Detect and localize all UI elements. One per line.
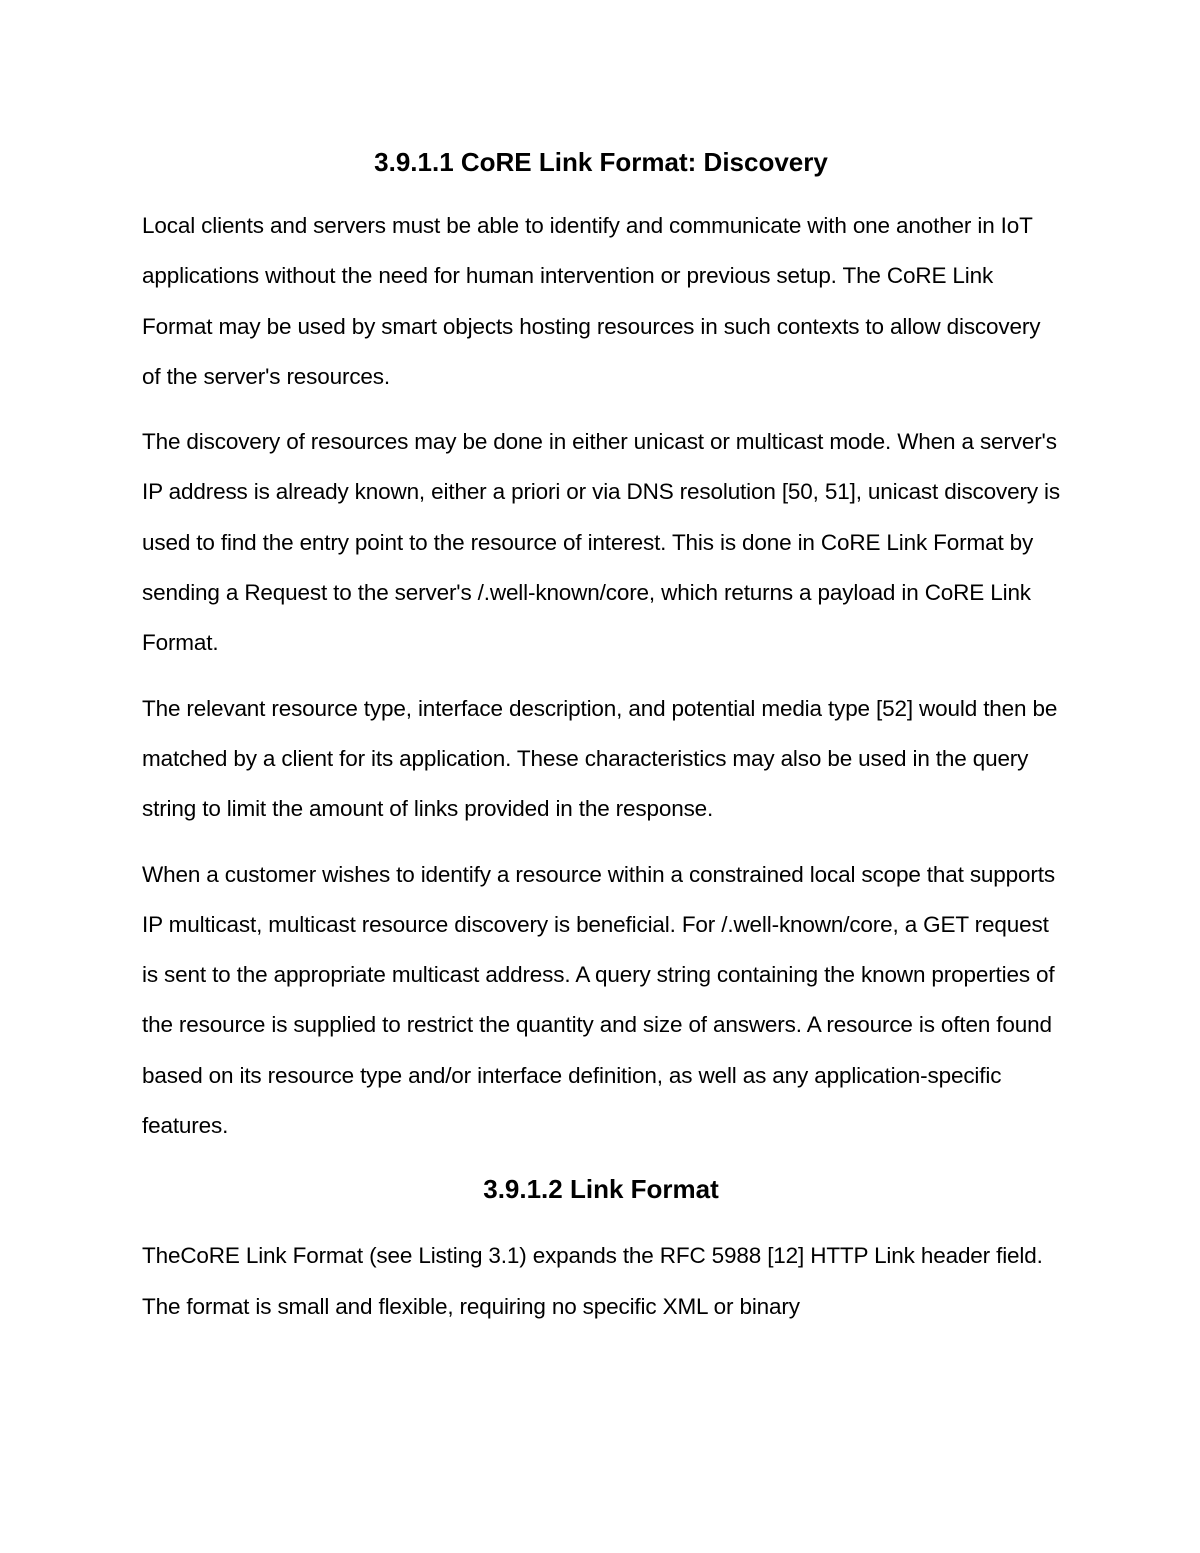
section-heading-link-format: 3.9.1.2 Link Format bbox=[483, 1174, 719, 1205]
paragraph-link-format: TheCoRE Link Format (see Listing 3.1) expands the RFC 5988 [12] HTTP Link header field. The format is small and flexible, requiring no specific XML or binary bbox=[142, 1243, 1043, 1319]
paragraph-unicast-multicast: The discovery of resources may be done in either unicast or multicast mode. When a server's IP address is already known, either a priori or via DNS resolution [50, 51], unicast discovery is used to find the entry point to the resource of interest. This is done in CoRE Link Format by sending a Request to the server's /.well-known/core, which returns a payload in CoRE Link Format. bbox=[142, 429, 1060, 656]
paragraph-resource-matching: The relevant resource type, interface description, and potential media type [52] would then be matched by a client for its application. These characteristics may also be used in the query string to limit the amount of links provided in the response. bbox=[142, 695, 1058, 822]
section-heading-discovery: 3.9.1.1 CoRE Link Format: Discovery bbox=[374, 147, 828, 177]
paragraph-multicast-discovery: When a customer wishes to identify a resource within a constrained local scope that supports IP multicast, multicast resource discovery is beneficial. For /.well-known/core, a GET request is sent to the appropriate multicast address. A query string containing the known properties of the resource is supplied to restrict the quantity and size of answers. A resource is often found based on its resource type and/or interface definition, as well as any application-specific features. bbox=[142, 861, 1055, 1139]
paragraph-intro: Local clients and servers must be able to identify and communicate with one another in IoT applications without the need for human intervention or previous setup. The CoRE Link Format may be used by smart objects hosting resources in such contexts to allow discovery of the server's resources. bbox=[142, 213, 1041, 389]
document-body bbox=[142, 140, 1060, 1347]
